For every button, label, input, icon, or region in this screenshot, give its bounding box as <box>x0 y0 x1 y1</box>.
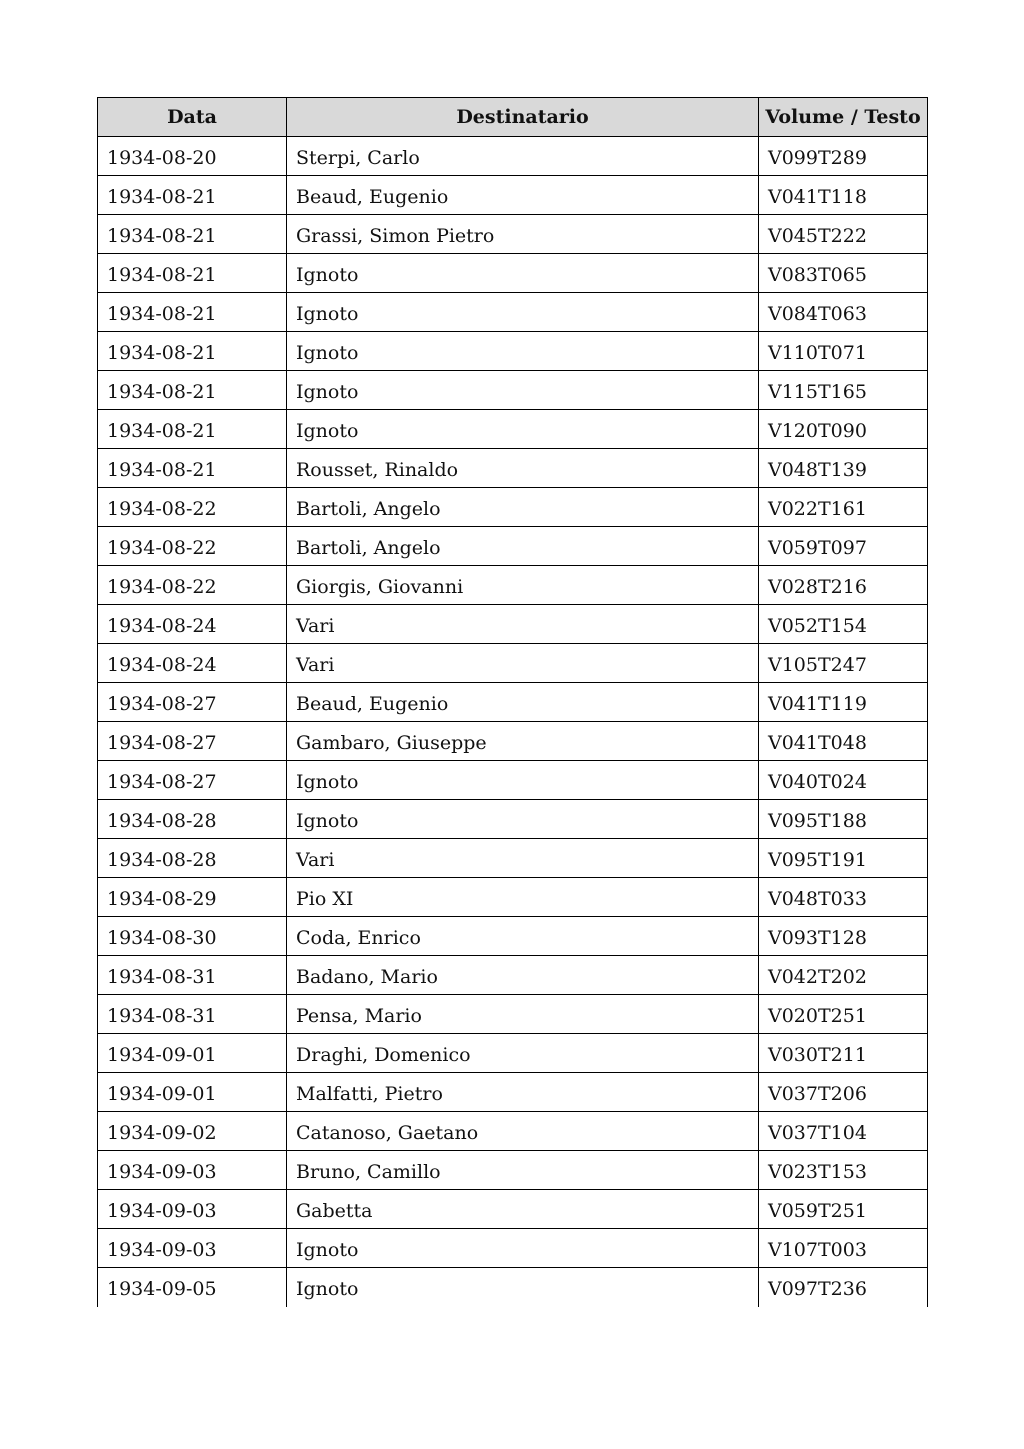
table-row <box>98 566 928 605</box>
volume-cell: V059T251 <box>759 1190 928 1229</box>
recipient-cell: Ignoto <box>287 1268 759 1307</box>
table-row <box>98 1151 928 1190</box>
date-cell: 1934-08-31 <box>98 995 287 1034</box>
table-row <box>98 527 928 566</box>
table-row <box>98 410 928 449</box>
volume-cell: V041T048 <box>759 722 928 761</box>
date-cell: 1934-08-27 <box>98 722 287 761</box>
recipient-cell: Draghi, Domenico <box>287 1034 759 1073</box>
letters-table <box>97 97 928 1307</box>
column-header-volume: Volume / Testo <box>759 98 928 137</box>
table-row <box>98 332 928 371</box>
volume-cell: V059T097 <box>759 527 928 566</box>
table-row <box>98 761 928 800</box>
recipient-cell: Ignoto <box>287 332 759 371</box>
column-header-date: Data <box>98 98 287 137</box>
volume-cell: V020T251 <box>759 995 928 1034</box>
volume-cell: V084T063 <box>759 293 928 332</box>
date-cell: 1934-08-28 <box>98 839 287 878</box>
recipient-cell: Ignoto <box>287 254 759 293</box>
table-row <box>98 137 928 176</box>
volume-cell: V099T289 <box>759 137 928 176</box>
volume-cell: V083T065 <box>759 254 928 293</box>
date-cell: 1934-09-03 <box>98 1151 287 1190</box>
date-cell: 1934-08-22 <box>98 566 287 605</box>
date-cell: 1934-09-01 <box>98 1034 287 1073</box>
table-row <box>98 683 928 722</box>
table-row <box>98 956 928 995</box>
recipient-cell: Gabetta <box>287 1190 759 1229</box>
table-row <box>98 1268 928 1307</box>
date-cell: 1934-08-29 <box>98 878 287 917</box>
volume-cell: V022T161 <box>759 488 928 527</box>
table-row <box>98 644 928 683</box>
recipient-cell: Beaud, Eugenio <box>287 683 759 722</box>
table-row <box>98 1073 928 1112</box>
date-cell: 1934-08-27 <box>98 761 287 800</box>
table-row <box>98 800 928 839</box>
recipient-cell: Catanoso, Gaetano <box>287 1112 759 1151</box>
recipient-cell: Coda, Enrico <box>287 917 759 956</box>
recipient-cell: Ignoto <box>287 371 759 410</box>
volume-cell: V110T071 <box>759 332 928 371</box>
table-row <box>98 176 928 215</box>
recipient-cell: Ignoto <box>287 800 759 839</box>
recipient-cell: Pensa, Mario <box>287 995 759 1034</box>
recipient-cell: Ignoto <box>287 410 759 449</box>
date-cell: 1934-09-05 <box>98 1268 287 1307</box>
date-cell: 1934-09-03 <box>98 1229 287 1268</box>
recipient-cell: Beaud, Eugenio <box>287 176 759 215</box>
table-row <box>98 1112 928 1151</box>
date-cell: 1934-09-02 <box>98 1112 287 1151</box>
table-row <box>98 1190 928 1229</box>
volume-cell: V095T191 <box>759 839 928 878</box>
volume-cell: V042T202 <box>759 956 928 995</box>
recipient-cell: Ignoto <box>287 1229 759 1268</box>
table-row <box>98 371 928 410</box>
date-cell: 1934-08-24 <box>98 605 287 644</box>
date-cell: 1934-08-22 <box>98 527 287 566</box>
date-cell: 1934-08-21 <box>98 332 287 371</box>
recipient-cell: Vari <box>287 644 759 683</box>
table-row <box>98 878 928 917</box>
volume-cell: V030T211 <box>759 1034 928 1073</box>
date-cell: 1934-08-27 <box>98 683 287 722</box>
date-cell: 1934-08-21 <box>98 176 287 215</box>
date-cell: 1934-08-21 <box>98 254 287 293</box>
recipient-cell: Bartoli, Angelo <box>287 488 759 527</box>
recipient-cell: Gambaro, Giuseppe <box>287 722 759 761</box>
recipient-cell: Malfatti, Pietro <box>287 1073 759 1112</box>
volume-cell: V105T247 <box>759 644 928 683</box>
table-row <box>98 1034 928 1073</box>
recipient-cell: Ignoto <box>287 761 759 800</box>
table-row <box>98 488 928 527</box>
column-header-recipient: Destinatario <box>287 98 759 137</box>
date-cell: 1934-08-20 <box>98 137 287 176</box>
recipient-cell: Ignoto <box>287 293 759 332</box>
recipient-cell: Vari <box>287 605 759 644</box>
table-header <box>98 98 928 137</box>
volume-cell: V041T119 <box>759 683 928 722</box>
recipient-cell: Bartoli, Angelo <box>287 527 759 566</box>
recipient-cell: Sterpi, Carlo <box>287 137 759 176</box>
volume-cell: V023T153 <box>759 1151 928 1190</box>
date-cell: 1934-08-22 <box>98 488 287 527</box>
date-cell: 1934-08-21 <box>98 410 287 449</box>
volume-cell: V107T003 <box>759 1229 928 1268</box>
volume-cell: V048T033 <box>759 878 928 917</box>
table-row <box>98 293 928 332</box>
volume-cell: V097T236 <box>759 1268 928 1307</box>
volume-cell: V040T024 <box>759 761 928 800</box>
volume-cell: V095T188 <box>759 800 928 839</box>
table-row <box>98 839 928 878</box>
date-cell: 1934-09-01 <box>98 1073 287 1112</box>
recipient-cell: Pio XI <box>287 878 759 917</box>
volume-cell: V093T128 <box>759 917 928 956</box>
date-cell: 1934-08-28 <box>98 800 287 839</box>
recipient-cell: Bruno, Camillo <box>287 1151 759 1190</box>
date-cell: 1934-08-21 <box>98 371 287 410</box>
table-row <box>98 215 928 254</box>
recipient-cell: Rousset, Rinaldo <box>287 449 759 488</box>
date-cell: 1934-08-21 <box>98 449 287 488</box>
recipient-cell: Giorgis, Giovanni <box>287 566 759 605</box>
recipient-cell: Badano, Mario <box>287 956 759 995</box>
date-cell: 1934-09-03 <box>98 1190 287 1229</box>
table-row <box>98 917 928 956</box>
date-cell: 1934-08-21 <box>98 215 287 254</box>
volume-cell: V041T118 <box>759 176 928 215</box>
volume-cell: V037T206 <box>759 1073 928 1112</box>
table-row <box>98 605 928 644</box>
recipient-cell: Grassi, Simon Pietro <box>287 215 759 254</box>
header-row <box>98 98 928 137</box>
date-cell: 1934-08-24 <box>98 644 287 683</box>
volume-cell: V052T154 <box>759 605 928 644</box>
date-cell: 1934-08-21 <box>98 293 287 332</box>
table-row <box>98 1229 928 1268</box>
volume-cell: V045T222 <box>759 215 928 254</box>
date-cell: 1934-08-30 <box>98 917 287 956</box>
volume-cell: V048T139 <box>759 449 928 488</box>
letters-table-container <box>97 97 927 1307</box>
table-row <box>98 722 928 761</box>
recipient-cell: Vari <box>287 839 759 878</box>
table-row <box>98 449 928 488</box>
volume-cell: V115T165 <box>759 371 928 410</box>
volume-cell: V037T104 <box>759 1112 928 1151</box>
table-row <box>98 254 928 293</box>
table-body <box>98 137 928 1307</box>
volume-cell: V028T216 <box>759 566 928 605</box>
volume-cell: V120T090 <box>759 410 928 449</box>
date-cell: 1934-08-31 <box>98 956 287 995</box>
table-row <box>98 995 928 1034</box>
